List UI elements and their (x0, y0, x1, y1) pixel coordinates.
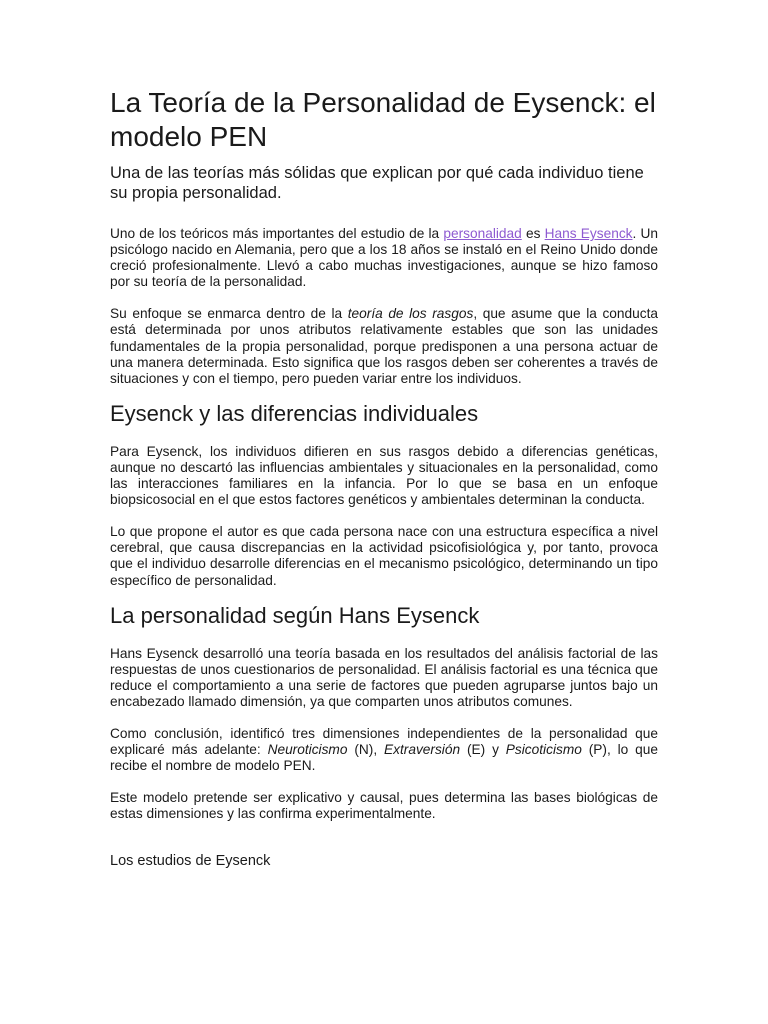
section2-paragraph-3: Este modelo pretende ser explicativo y causal, pues determina las bases biológicas de estas dimensiones y las confirma experimentalmente. (110, 790, 658, 822)
intro-paragraph-2 (110, 306, 658, 386)
section2-paragraph-2 (110, 726, 658, 774)
teoria-rasgos-emphasis: teoría de los rasgos (347, 306, 474, 322)
intro-p2-text-b: , que asume que la conducta está determinada por unos atributos relativamente estables que son las unidades fundamentales de la propia personalidad, porque predisponen a una persona actuar de una manera determinada. Esto significa que los rasgos deben ser coherentes a través de situaciones y con el tiempo, pero pueden variar entre los individuos. (110, 306, 659, 386)
section2-p2-text-a: Como conclusión, identificó tres dimensiones independientes de la personalidad que explicaré más adelante: (110, 725, 658, 758)
intro-paragraph-1 (110, 226, 658, 290)
section-heading-diferencias: Eysenck y las diferencias individuales (110, 400, 479, 426)
document-page (110, 86, 658, 870)
intro-p1-text-a: Uno de los teóricos más importantes del estudio de la (110, 226, 444, 241)
hans-eysenck-link[interactable]: Hans Eysenck (544, 226, 633, 241)
psicoticismo-emphasis: Psicoticismo (505, 742, 582, 758)
section1-paragraph-2: Lo que propone el autor es que cada persona nace con una estructura específica a nivel cerebral, que causa discrepancias en la actividad psicofisiológica y, por tanto, provoca que el individuo desarrolle diferencias en el mecanismo psicológico, determinando un tipo específico de personalidad. (110, 524, 658, 588)
extraversion-emphasis: Extraversión (384, 742, 461, 758)
section2-paragraph-1: Hans Eysenck desarrolló una teoría basada en los resultados del análisis factorial de las respuestas de unos cuestionarios de personalidad. El análisis factorial es una técnica que reduce el comportamiento a una serie de factores que pueden agruparse juntos bajo un encabezado llamado dimensión, ya que comparten unos atributos comunes. (110, 645, 658, 709)
page-title: La Teoría de la Personalidad de Eysenck: el modelo PEN (110, 87, 656, 152)
section2-p2-text-d: (P), lo que recibe el nombre de modelo PEN. (110, 742, 658, 774)
intro-p2-text-a: Su enfoque se enmarca dentro de la (110, 306, 348, 322)
subsection-heading-estudios: Los estudios de Eysenck (110, 853, 271, 870)
neuroticismo-emphasis: Neuroticismo (267, 742, 348, 758)
section-heading-personalidad: La personalidad según Hans Eysenck (110, 602, 480, 628)
section2-p2-text-b: (N), (347, 742, 384, 758)
personalidad-link[interactable]: personalidad (443, 226, 522, 241)
section2-p2-text-c: (E) y (460, 742, 506, 758)
intro-p1-text-b: es (521, 226, 545, 241)
intro-p1-text-c: . Un psicólogo nacido en Alemania, pero que a los 18 años se instaló en el Reino Unido donde creció profesionalmente. Llevó a cabo muchas investigaciones, aunque se hizo famoso por su teoría de la personalidad. (110, 226, 659, 290)
section1-paragraph-1: Para Eysenck, los individuos difieren en sus rasgos debido a diferencias genéticas, aunque no descartó las influencias ambientales y situacionales en la personalidad, como las interacciones familiares en la infancia. Por lo que se basa en un enfoque biopsicosocial en el que estos factores genéticos y ambientales determinan la conducta. (110, 443, 658, 508)
page-subtitle: Una de las teorías más sólidas que explican por qué cada individuo tiene su propia personalidad. (110, 164, 644, 202)
